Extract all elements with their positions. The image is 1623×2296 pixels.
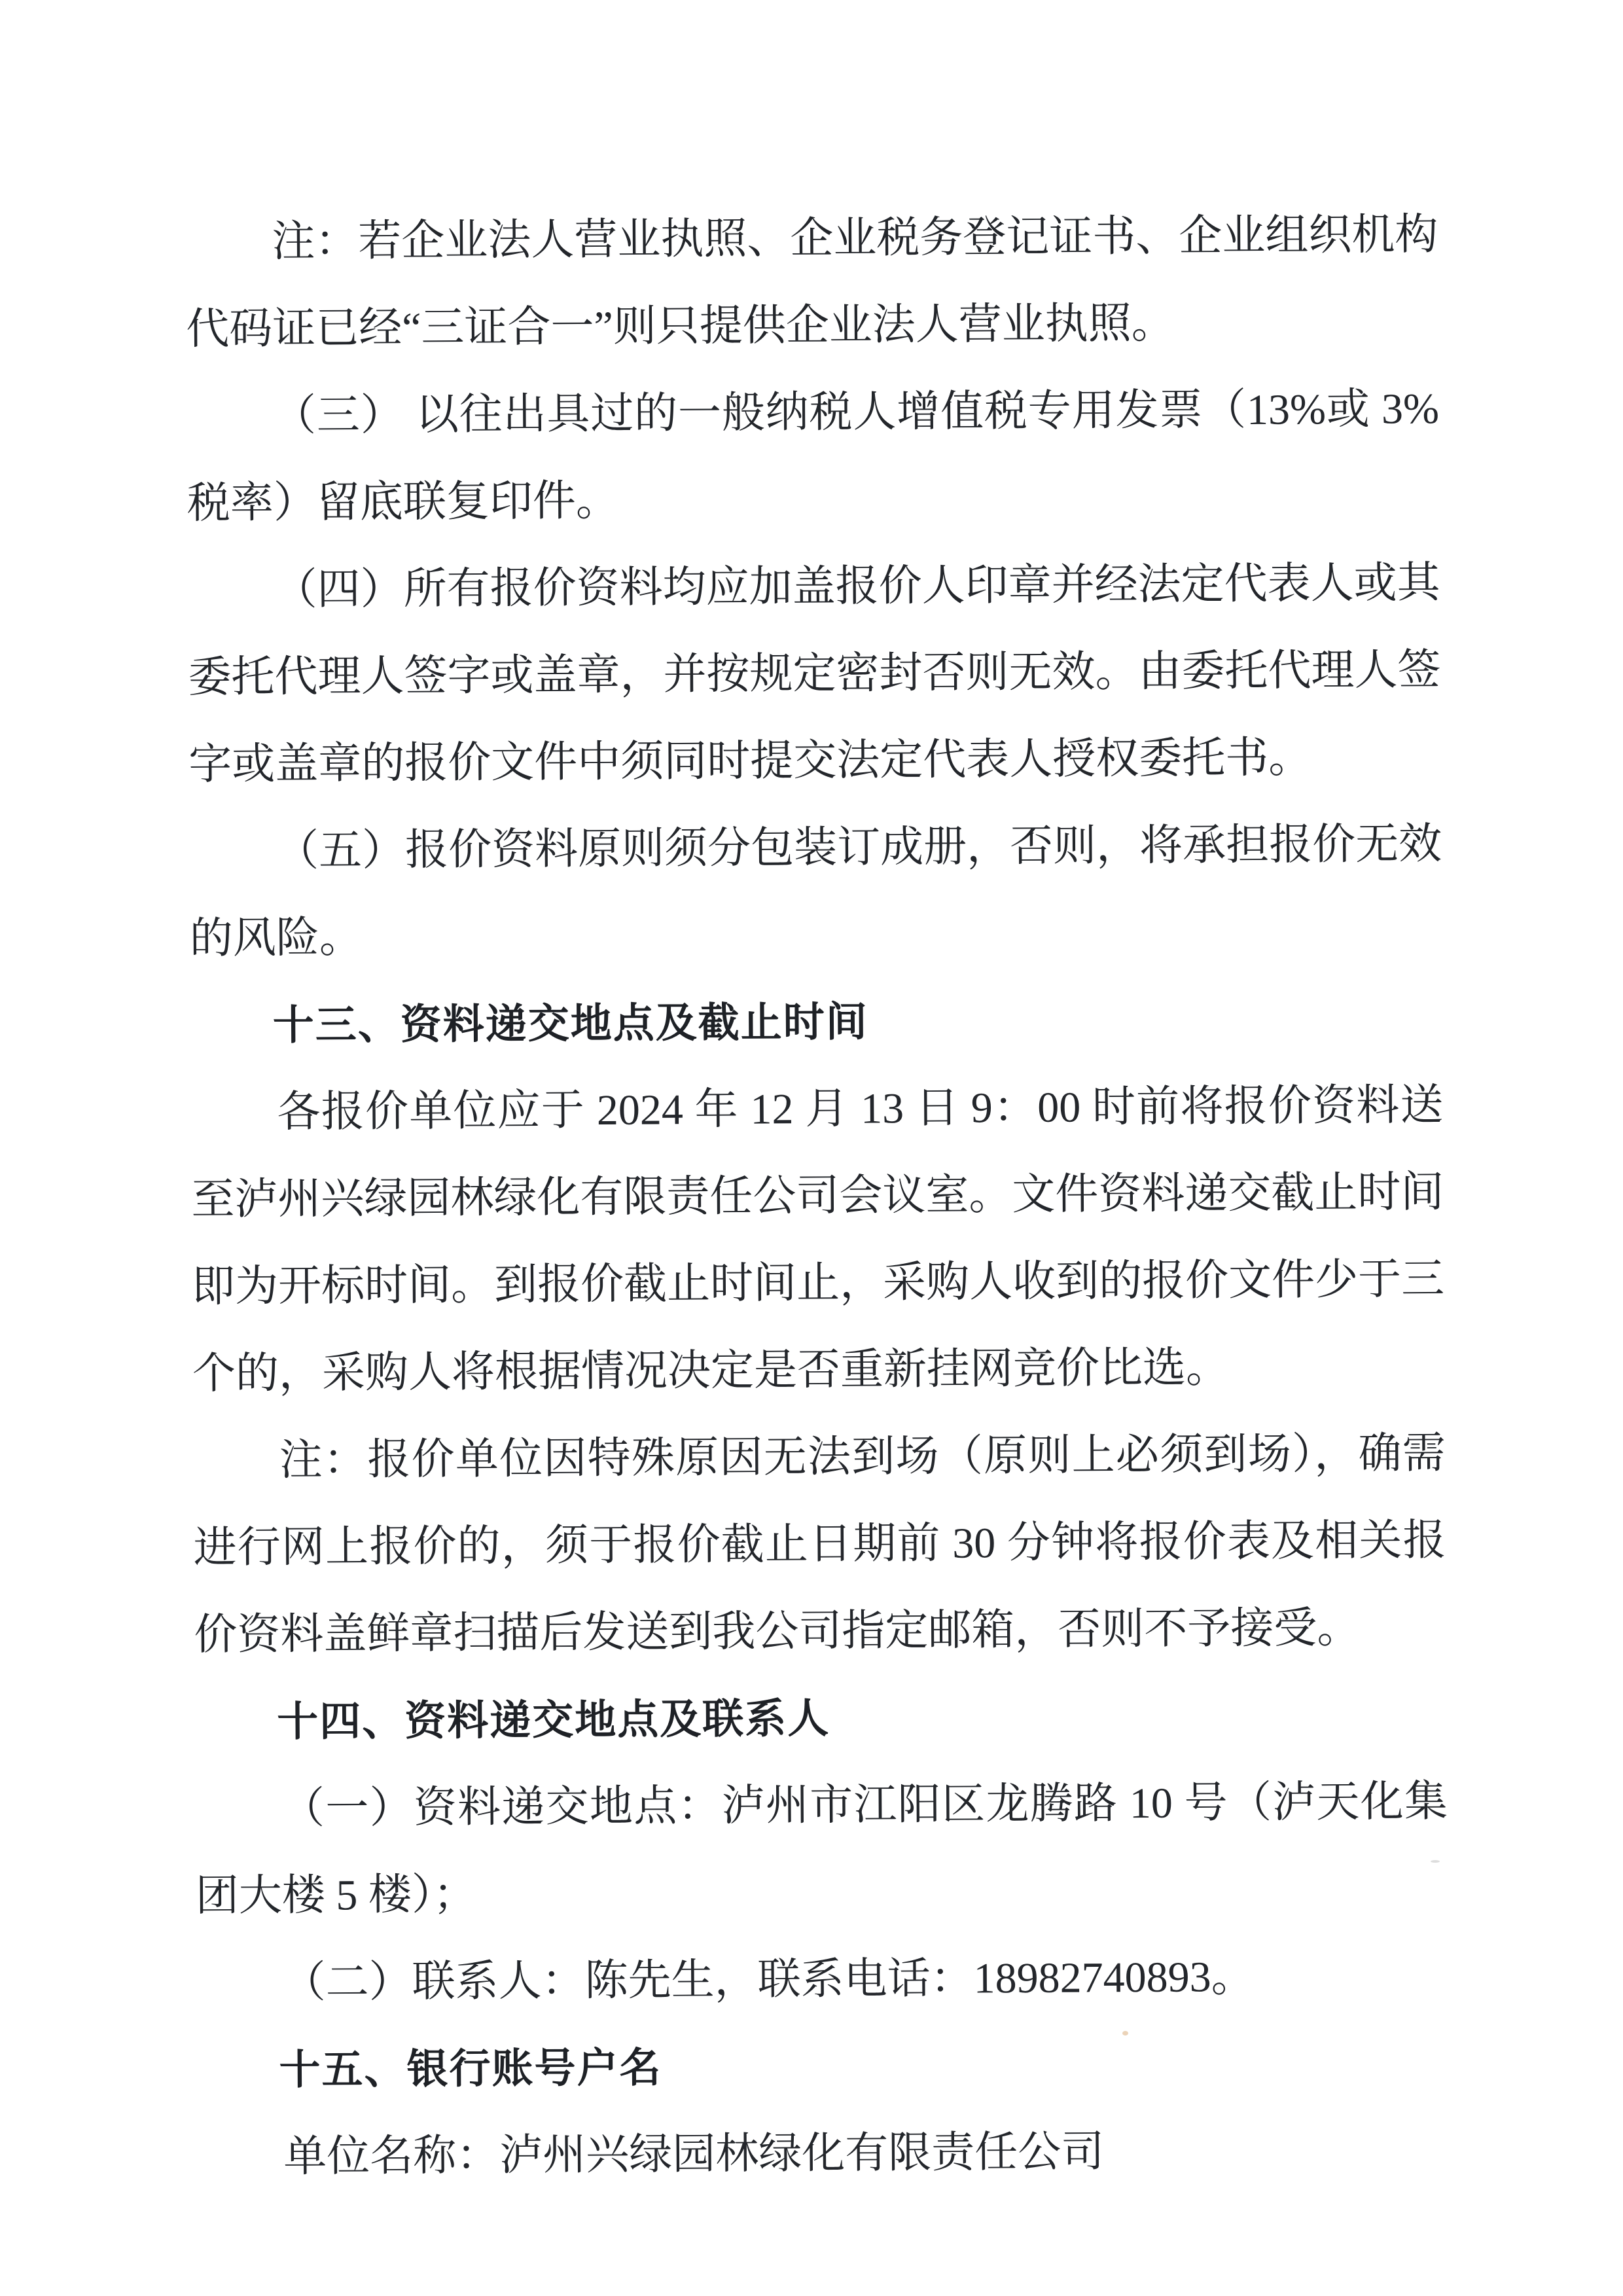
paragraph: 单位名称：泸州兴绿园林绿化有限责任公司 (283, 2128, 1105, 2181)
paragraph: （四）所有报价资料均应加盖报价人印章并经法定代表人或其委托代理人签字或盖章，并按规定密封否则无效。由委托代理人签字或盖章的报价文件中须同时提交法定代表人授权委托书。 (188, 559, 1441, 789)
section-heading: 十四、资料递交地点及联系人 (277, 1694, 830, 1746)
paragraph: 注：报价单位因特殊原因无法到场（原则上必须到场），确需进行网上报价的，须于报价截止日期前 30 分钟将报价表及相关报价资料盖鲜章扫描后发送到我公司指定邮箱，否则不予接受。 (193, 1429, 1446, 1659)
paragraph: （二）联系人：陈先生，联系电话：18982740893。 (282, 1952, 1255, 2007)
paragraph: （一）资料递交地点：泸州市江阳区龙腾路 10 号（泸天化集团大楼 5 楼）； (195, 1778, 1448, 1920)
paragraph: （五）报价资料原则须分包装订成册，否则，将承担报价无效的风险。 (189, 820, 1442, 963)
paragraph: （三） 以往出具过的一般纳税人增值税专用发票（13%或 3%税率）留底联复印件。 (187, 385, 1440, 528)
section-heading: 十三、资料递交地点及截止时间 (272, 997, 868, 1050)
section-heading: 十五、银行账号户名 (279, 2043, 662, 2094)
document-content (185, 191, 1450, 2201)
paragraph: 注：若企业法人营业执照、企业税务登记证书、企业组织机构代码证已经“三证合一”则只提供企业法人营业执照。 (186, 211, 1438, 353)
paragraph: 各报价单位应于 2024 年 12 月 13 日 9：00 时前将报价资料送至泸州兴绿园林绿化有限责任公司会议室。文件资料递交截止时间即为开标时间。到报价截止时间止，采购人收到的报价文件少于三个的，采购人将根据情况决定是否重新挂网竞价比选。 (191, 1081, 1445, 1398)
